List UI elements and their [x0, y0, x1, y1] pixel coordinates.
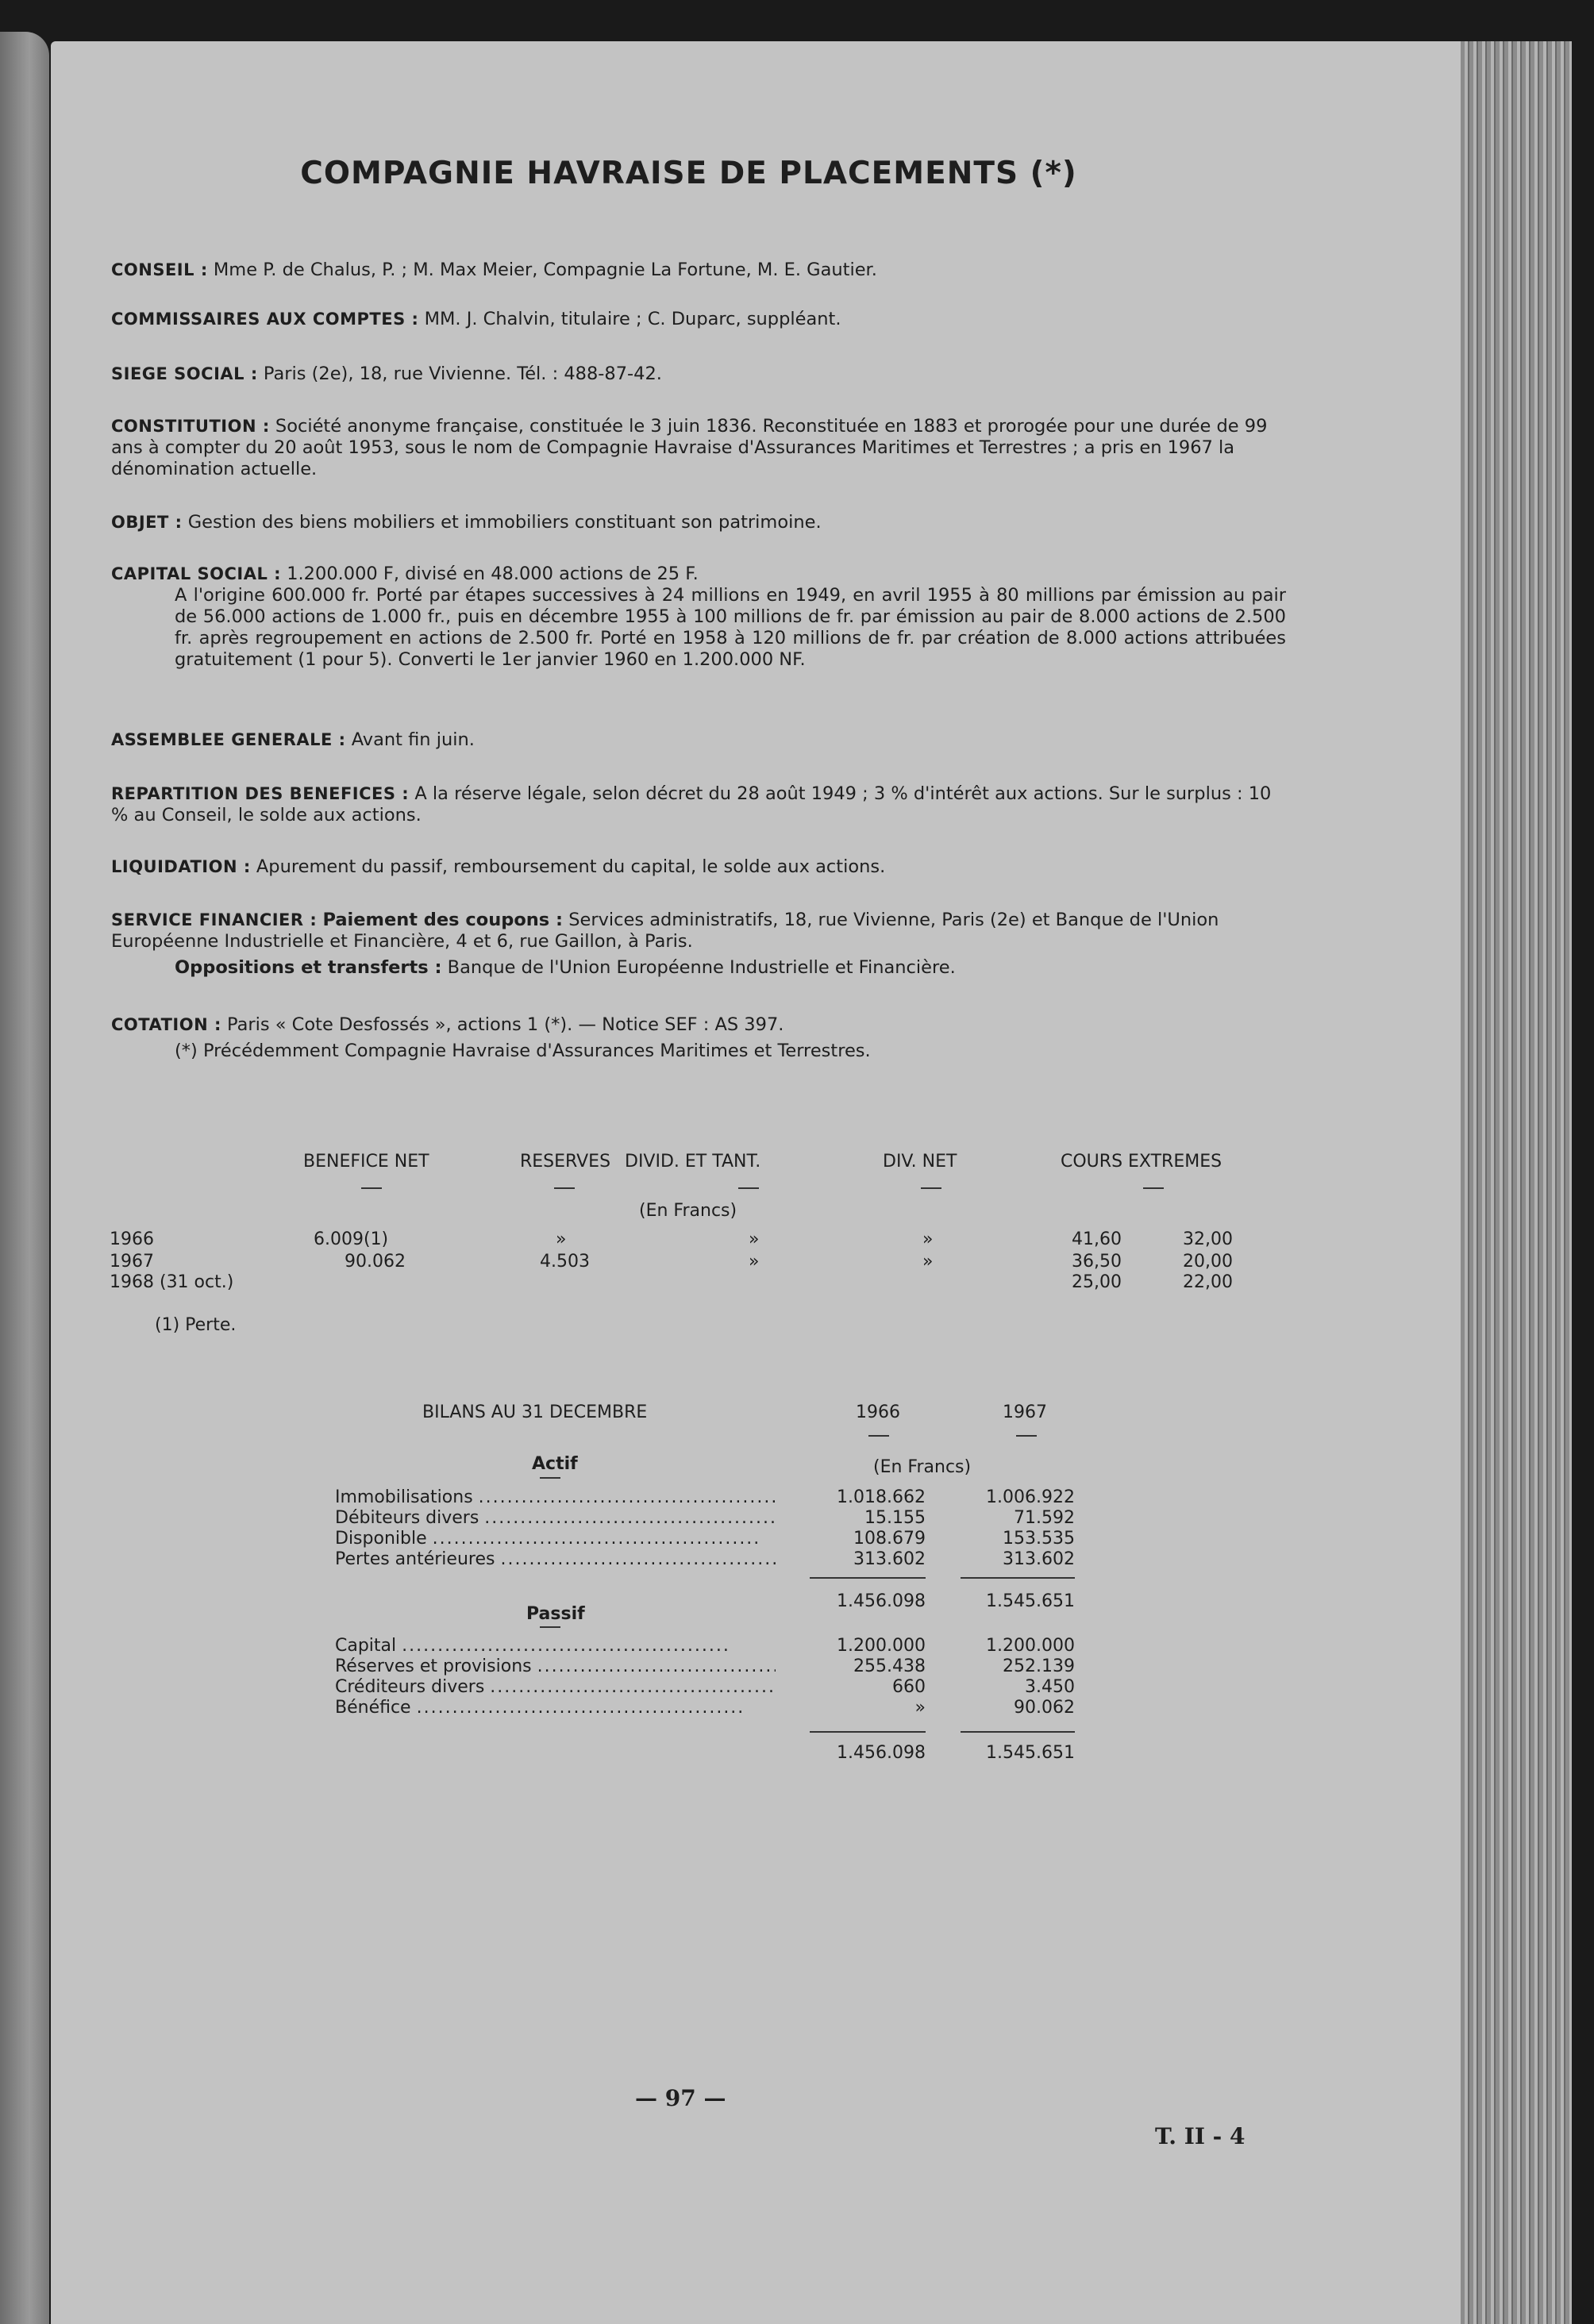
bilans-unit: (En Francs) — [873, 1457, 972, 1477]
header-reserves: RESERVES — [520, 1152, 611, 1172]
header-dash — [921, 1187, 941, 1189]
passif-total-1966: 1.456.098 — [837, 1743, 926, 1763]
conseil-label: CONSEIL : — [111, 260, 208, 279]
actif-row-label: Débiteurs divers — [335, 1508, 479, 1528]
constitution-label: CONSTITUTION : — [111, 417, 270, 436]
liquidation-text: Apurement du passif, remboursement du capital, le solde aux actions. — [256, 856, 886, 877]
section-service-financier — [111, 910, 1286, 979]
commissaires-text: MM. J. Chalvin, titulaire ; C. Duparc, suppléant. — [424, 309, 841, 329]
cotation-text: Paris « Cote Desfossés », actions 1 (*). — Notice SEF : AS 397. — [227, 1014, 784, 1035]
actif-dash — [540, 1477, 560, 1479]
bilans-year-1967: 1967 — [1003, 1402, 1047, 1422]
actif-total-1967: 1.545.651 — [986, 1591, 1075, 1611]
section-repartition — [111, 783, 1286, 826]
results-footnote: (1) Perte. — [155, 1315, 237, 1335]
actif-value-1966: 108.679 — [853, 1529, 926, 1549]
passif-value-1966: 660 — [892, 1677, 926, 1697]
row-cours-bas: 20,00 — [1183, 1252, 1233, 1272]
row-divnet: » — [922, 1252, 934, 1272]
passif-value-1966: 1.200.000 — [837, 1636, 926, 1656]
siege-text: Paris (2e), 18, rue Vivienne. Tél. : 488-87-42. — [263, 364, 662, 384]
section-objet — [111, 512, 1286, 533]
header-dash — [738, 1187, 759, 1189]
commissaires-label: COMMISSAIRES AUX COMPTES : — [111, 310, 419, 329]
objet-label: OBJET : — [111, 513, 183, 532]
page-title: COMPAGNIE HAVRAISE DE PLACEMENTS (*) — [300, 156, 1077, 191]
year-dash — [868, 1435, 889, 1437]
repartition-text: A la réserve légale, selon décret du 28 août 1949 ; 3 % d'intérêt aux actions. Sur le surplus : 10 % au Conseil, le solde aux actions. — [111, 783, 1272, 825]
row-cours-haut: 41,60 — [1072, 1229, 1122, 1249]
actif-row-label-wrap — [335, 1529, 776, 1549]
cotation-note: (*) Précédemment Compagnie Havraise d'Assurances Maritimes et Terrestres. — [175, 1041, 871, 1061]
actif-row-label: Immobilisations — [335, 1487, 473, 1507]
leader-dots — [500, 1549, 776, 1569]
actif-row-label-wrap — [335, 1549, 776, 1569]
row-benefice: 6.009(1) — [314, 1229, 389, 1249]
passif-value-1967: 3.450 — [1025, 1677, 1075, 1697]
constitution-text: Société anonyme française, constituée le 3 juin 1836. Reconstituée en 1883 et prorogée pour une durée de 99 ans à compter du 20 août 1953, sous le nom de Compagnie Havraise d'Assurances Maritimes et Terrestres ; a pris en 1967 la dénomination actuelle. — [111, 416, 1268, 479]
row-divid: » — [749, 1229, 760, 1249]
total-rule — [810, 1731, 926, 1733]
header-benefice-net: BENEFICE NET — [303, 1152, 429, 1172]
capital-history: A l'origine 600.000 fr. Porté par étapes successives à 24 millions en 1949, en avril 1955 à 80 millions par émission au pair de 56.000 actions de 1.000 fr., puis en décembre 1955 à 100 millions de fr. par émission au pair de 8.000 actions de 2.500 fr. après regroupement en actions de 2.500 fr. Porté en 1958 à 120 millions de fr. par création de 8.000 actions attribuées gratuitement (1 pour 5). Converti le 1er janvier 1960 en 1.200.000 NF. — [175, 585, 1286, 670]
header-dash — [361, 1187, 382, 1189]
cotation-label: COTATION : — [111, 1015, 221, 1034]
row-year: 1967 — [110, 1252, 154, 1272]
actif-value-1966: 15.155 — [864, 1508, 926, 1528]
section-cotation — [111, 1014, 1286, 1062]
assemblee-label: ASSEMBLEE GENERALE : — [111, 730, 346, 749]
service-text1: Services administratifs, 18, rue Vivienne, Paris (2e) et Banque de l'Union Européenne Industrielle et Financière, 4 et 6, rue Gaillon, à Paris. — [111, 910, 1219, 952]
section-commissaires — [111, 309, 1286, 330]
leader-dots — [490, 1677, 776, 1697]
section-assemblee — [111, 729, 1286, 751]
passif-total-1967: 1.545.651 — [986, 1743, 1075, 1763]
bilans-year-1966: 1966 — [856, 1402, 900, 1422]
header-div-net: DIV. NET — [883, 1152, 957, 1172]
passif-value-1966: 255.438 — [853, 1656, 926, 1676]
liquidation-label: LIQUIDATION : — [111, 857, 251, 876]
header-divid-tant: DIVID. ET TANT. — [625, 1152, 761, 1172]
section-constitution — [111, 416, 1286, 480]
service-oppositions — [111, 957, 1286, 979]
conseil-text: Mme P. de Chalus, P. ; M. Max Meier, Compagnie La Fortune, M. E. Gautier. — [213, 260, 877, 280]
actif-value-1967: 71.592 — [1014, 1508, 1075, 1528]
row-divnet: » — [922, 1229, 934, 1249]
actif-value-1967: 153.535 — [1003, 1529, 1075, 1549]
header-dash — [554, 1187, 575, 1189]
results-unit: (En Francs) — [639, 1201, 737, 1221]
actif-heading: Actif — [532, 1454, 578, 1474]
actif-value-1966: 313.602 — [853, 1549, 926, 1569]
assemblee-text: Avant fin juin. — [351, 729, 475, 750]
row-cours-bas: 22,00 — [1183, 1272, 1233, 1292]
row-divid: » — [749, 1252, 760, 1272]
capital-label: CAPITAL SOCIAL : — [111, 564, 282, 583]
bilans-title: BILANS AU 31 DECEMBRE — [422, 1402, 648, 1422]
leader-dots — [417, 1698, 745, 1718]
passif-row-label-wrap — [335, 1677, 776, 1697]
actif-total-1966: 1.456.098 — [837, 1591, 926, 1611]
leader-dots — [479, 1487, 776, 1507]
objet-text: Gestion des biens mobiliers et immobiliers constituant son patrimoine. — [187, 512, 822, 533]
header-dash — [1143, 1187, 1164, 1189]
service-sub2: Oppositions et transferts : — [175, 957, 442, 978]
section-capital — [111, 564, 1286, 671]
passif-row-label: Bénéfice — [335, 1698, 411, 1718]
passif-row-label: Réserves et provisions — [335, 1656, 532, 1676]
row-benefice: 90.062 — [345, 1252, 406, 1272]
section-siege — [111, 364, 1286, 385]
leader-dots — [537, 1656, 776, 1676]
total-rule — [810, 1577, 926, 1579]
page-stack-edges — [1461, 41, 1572, 2324]
passif-row-label: Capital — [335, 1636, 397, 1656]
total-rule — [961, 1731, 1075, 1733]
repartition-label: REPARTITION DES BENEFICES : — [111, 784, 410, 803]
passif-heading: Passif — [526, 1604, 585, 1624]
actif-row-label: Pertes antérieures — [335, 1549, 495, 1569]
actif-value-1967: 1.006.922 — [986, 1487, 1075, 1507]
row-cours-haut: 36,50 — [1072, 1252, 1122, 1272]
siege-label: SIEGE SOCIAL : — [111, 364, 258, 383]
actif-row-label: Disponible — [335, 1529, 427, 1549]
year-dash — [1016, 1435, 1037, 1437]
row-reserves: » — [556, 1229, 567, 1249]
capital-text: 1.200.000 F, divisé en 48.000 actions de 25 F. — [287, 564, 699, 584]
passif-row-label-wrap — [335, 1656, 776, 1676]
page-number: — 97 — — [635, 2085, 726, 2111]
actif-value-1966: 1.018.662 — [837, 1487, 926, 1507]
header-cours-extremes: COURS EXTREMES — [1061, 1152, 1222, 1172]
volume-reference: T. II - 4 — [1155, 2123, 1246, 2149]
service-sub1: Paiement des coupons : — [322, 910, 564, 930]
actif-row-label-wrap — [335, 1508, 776, 1528]
leader-dots — [402, 1636, 730, 1656]
leader-dots — [484, 1508, 776, 1528]
passif-value-1967: 1.200.000 — [986, 1636, 1075, 1656]
passif-row-label: Créditeurs divers — [335, 1677, 485, 1697]
row-cours-bas: 32,00 — [1183, 1229, 1233, 1249]
row-cours-haut: 25,00 — [1072, 1272, 1122, 1292]
section-conseil — [111, 260, 1286, 281]
passif-dash — [540, 1626, 560, 1628]
adjacent-page-edge — [0, 32, 49, 2324]
passif-row-label-wrap — [335, 1698, 776, 1718]
actif-row-label-wrap — [335, 1487, 776, 1507]
passif-value-1966: » — [914, 1698, 926, 1718]
passif-value-1967: 252.139 — [1003, 1656, 1075, 1676]
total-rule — [961, 1577, 1075, 1579]
actif-value-1967: 313.602 — [1003, 1549, 1075, 1569]
service-text2: Banque de l'Union Européenne Industrielle et Financière. — [447, 957, 956, 978]
passif-row-label-wrap — [335, 1636, 776, 1656]
row-year: 1968 (31 oct.) — [110, 1272, 234, 1292]
leader-dots — [433, 1529, 761, 1549]
row-reserves: 4.503 — [540, 1252, 590, 1272]
service-label: SERVICE FINANCIER : — [111, 910, 318, 929]
passif-value-1967: 90.062 — [1014, 1698, 1075, 1718]
row-year: 1966 — [110, 1229, 154, 1249]
section-liquidation — [111, 856, 1286, 878]
